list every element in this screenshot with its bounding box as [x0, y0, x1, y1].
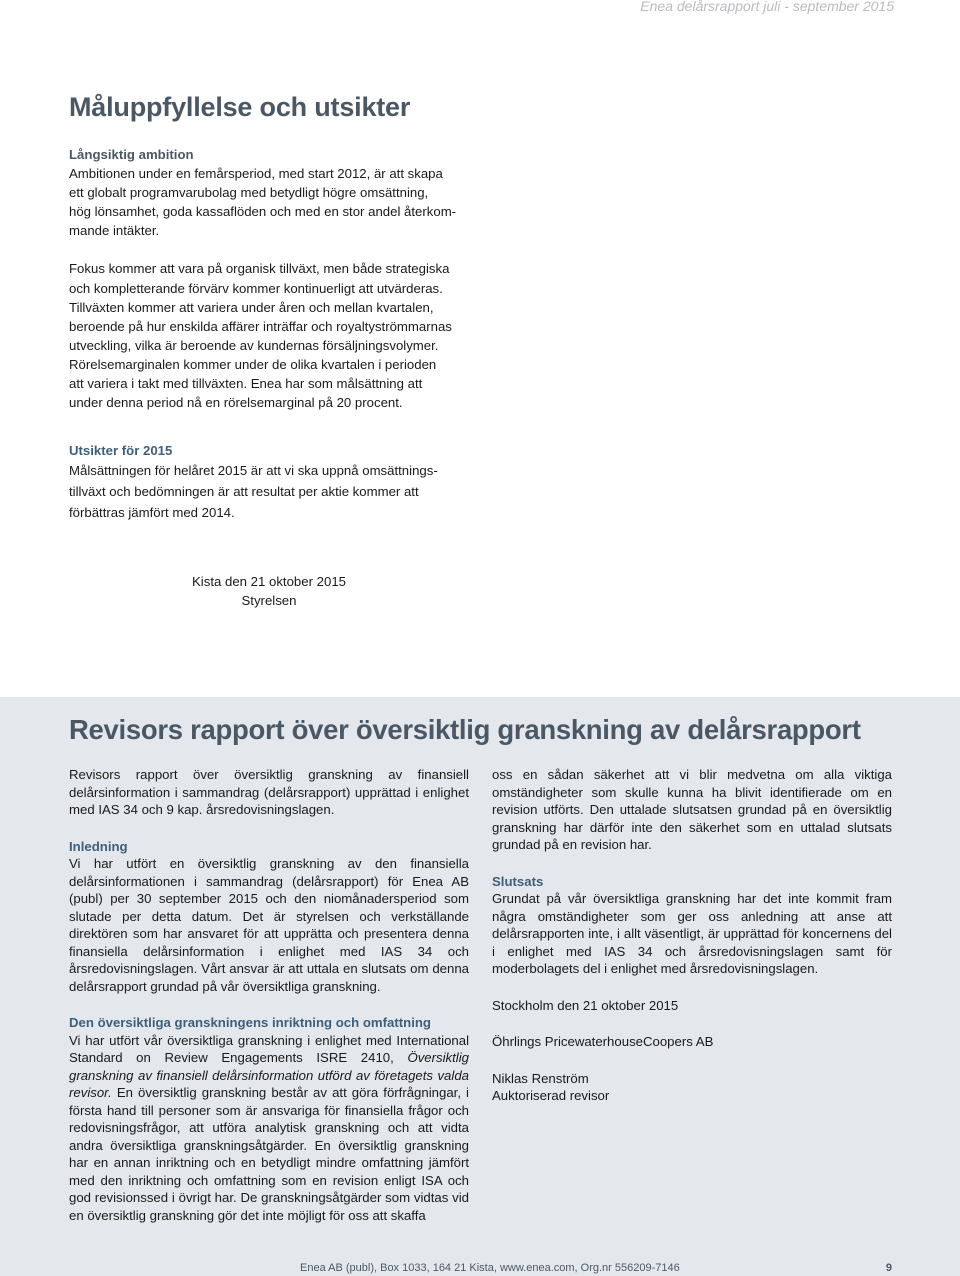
- focus-line: att variera i takt med tillväxten. Enea har som målsättning att: [69, 376, 423, 392]
- focus-line: utveckling, vilka är beroende av kundernas försäljningsvolymer.: [69, 337, 439, 353]
- focus-line: Fokus kommer att vara på organisk tillväxt, men både strategiska: [69, 261, 450, 277]
- footer-address: Enea AB (publ), Box 1033, 164 21 Kista, www.enea.com, Org.nr 556209-7146: [300, 1262, 680, 1274]
- outlook-line: Målsättningen för helåret 2015 är att vi ska uppnå omsättnings-: [69, 463, 438, 479]
- focus-line: Tillväxten kommer att variera under åren och mellan kvartalen,: [69, 299, 434, 315]
- goals-section: [69, 145, 489, 523]
- ambition-line: ett globalt programvarubolag med betydligt högre omsättning,: [69, 185, 429, 201]
- signoff-place-date: Kista den 21 oktober 2015: [192, 574, 346, 589]
- auditor-report-title: Revisors rapport över översiktlig granskning av delårsrapport: [69, 714, 861, 745]
- auditor-title: Auktoriserad revisor: [492, 1088, 610, 1103]
- conclusion-heading: Slutsats: [492, 873, 544, 889]
- auditor-name: Niklas Renström: [492, 1070, 589, 1086]
- running-header: Enea delårsrapport juli - september 2015: [640, 0, 894, 14]
- scope-heading: Den översiktliga granskningens inriktning och omfattning: [69, 1015, 431, 1030]
- outlook-heading: Utsikter för 2015: [69, 443, 173, 459]
- ambition-line: hög lönsamhet, goda kassaflöden och med en stor andel återkom-: [69, 204, 457, 220]
- focus-line: och kompletterande förvärv kommer kontinuerligt att utvärderas.: [69, 280, 443, 296]
- signoff-signer: Styrelsen: [241, 593, 297, 608]
- focus-line: beroende på hur enskilda affärer inträffar och royaltyströmmarnas: [69, 318, 452, 334]
- scope-body-text: Vi har utfört vår översiktliga granskning i enlighet med International Standard on Review Engagements ISRE 2410,: [69, 1032, 469, 1065]
- scope-body: [69, 1032, 469, 1225]
- report-intro: Revisors rapport över översiktlig granskning av finansiell delårsinformation i sammandrag (delårsrapport) upprättad i enlighet med IAS 34 och 9 kap. årsredovisningslagen.: [69, 767, 469, 817]
- ambition-line: mande intäkter.: [69, 223, 160, 239]
- page-number: 9: [885, 1262, 892, 1274]
- board-signoff: [160, 572, 378, 610]
- scope-continuation: oss en sådan säkerhet att vi blir medvetna om alla viktiga omständigheter som skulle kunna ha blivit identifierade om en revision utförts. Den uttalade slutsatsen grundad på en översiktlig granskning har därför inte den säkerhet som en uttalad slutsats grundad på en revision har.: [492, 767, 892, 852]
- auditor-place-date: Stockholm den 21 oktober 2015: [492, 997, 679, 1013]
- focus-line: under denna period nå en rörelsemarginal på 20 procent.: [69, 395, 403, 411]
- report-left-column: [69, 766, 469, 1224]
- auditor-firm: Öhrlings PricewaterhouseCoopers AB: [492, 1034, 714, 1049]
- conclusion-body: Grundat på vår översiktliga granskning har det inte kommit fram några omständigheter som ger oss anledning att anse att delårsrapporten inte, i allt väsentligt, är upprättad för koncernens del i enlighet med IAS 34 och årsredovisningslagen samt för moderbolagets del i enlighet med årsredovisningslagen.: [492, 891, 892, 976]
- scope-standard-title: Översiktlig granskning av finansiell delårsinformation utförd av företagets valda revisor.: [69, 1050, 469, 1100]
- intro-body: Vi har utfört en översiktlig granskning av den finansiella delårsinformationen i sammandrag (delårsrapport) för Enea AB (publ) per 30 september 2015 och den niomånadersperiod som slutade per detta datum. Det är styrelsen och verkställande direktören som har ansvaret för att upprätta och presentera denna finansiella delårsinformation i enlighet med IAS 34 och årsredovisningslagen. Vårt ansvar är att uttala en slutsats om denna delårsrapport grundad på vår översiktliga granskning.: [69, 856, 469, 994]
- outlook-line: förbättras jämfört med 2014.: [69, 505, 235, 521]
- ambition-line: Ambitionen under en femårsperiod, med start 2012, är att skapa: [69, 166, 443, 182]
- intro-heading: Inledning: [69, 838, 128, 854]
- report-right-column: [492, 766, 892, 1105]
- focus-line: Rörelsemarginalen kommer under de olika kvartalen i perioden: [69, 356, 437, 372]
- scope-body-text: En översiktlig granskning består av att göra förfrågningar, i första hand till personer som är ansvariga för finansiella frågor och redovisningsfrågor, att utföra analytisk granskning och att vidta andra översiktliga granskningsåtgärder. En översiktlig granskning har en annan inriktning och en betydligt mindre omfattning jämfört med den inriktning och omfattning som en revision enligt ISA och god revisionssed i övrigt har. De granskningsåtgärder som vidtas vid en översiktlig granskning gör det inte möjligt för oss att skaffa: [69, 1085, 469, 1223]
- page-footer: [300, 1262, 900, 1274]
- section-title: Måluppfyllelse och utsikter: [69, 92, 411, 122]
- outlook-line: tillväxt och bedömningen är att resultat per aktie kommer att: [69, 484, 419, 500]
- ambition-heading: Långsiktig ambition: [69, 147, 194, 162]
